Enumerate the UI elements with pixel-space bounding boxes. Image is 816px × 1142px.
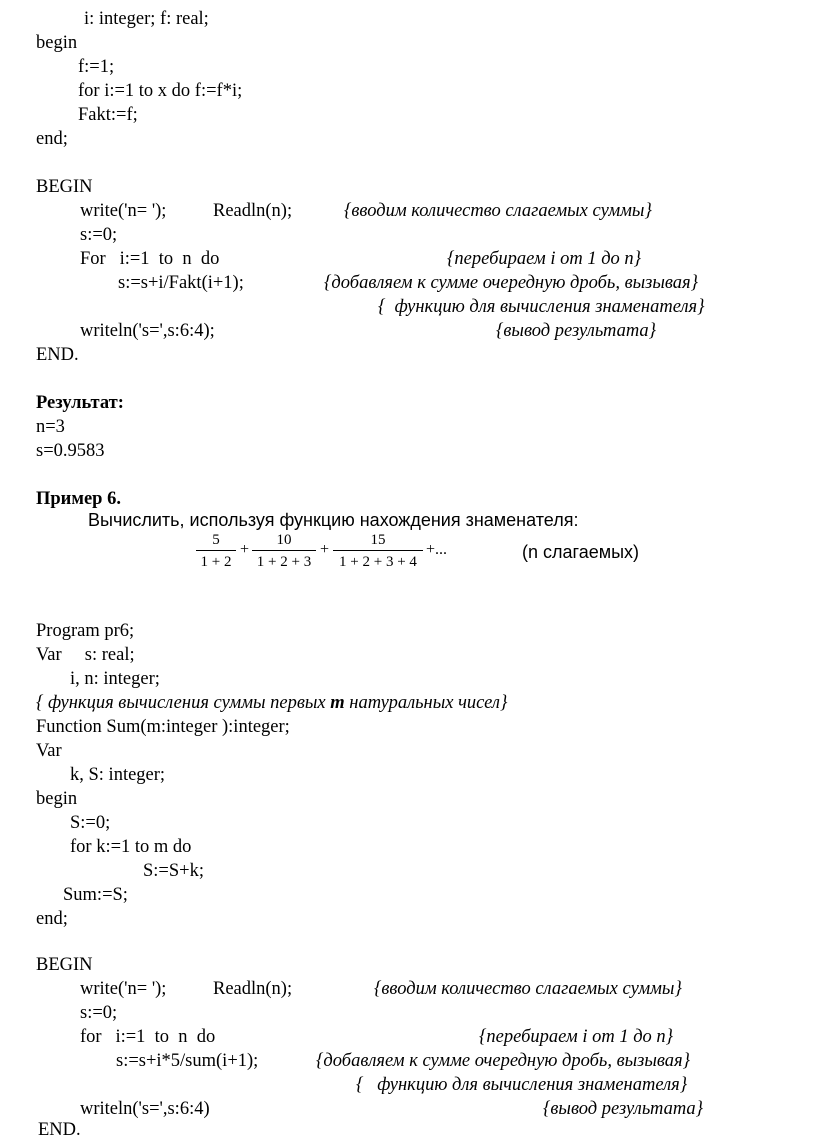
code-comment: {добавляем к сумме очередную дробь, вызывая} — [324, 273, 699, 293]
code-comment: { функцию для вычисления знаменателя} — [378, 297, 705, 317]
code-line: For i:=1 to n do — [80, 249, 220, 269]
task-text: Вычислить, используя функцию нахождения знаменателя: — [88, 510, 579, 530]
code-line: s:=0; — [80, 225, 118, 245]
code-line: begin — [36, 33, 78, 53]
code-line: f:=1; — [78, 57, 115, 77]
code-line: for i:=1 to x do f:=f*i; — [78, 81, 243, 101]
terms-note: (n слагаемых) — [522, 542, 640, 562]
fraction-numerator: 10 — [276, 532, 292, 548]
code-line: Readln(n); — [213, 201, 293, 221]
code-line: END. — [38, 1120, 81, 1140]
code-line: END. — [36, 345, 79, 365]
code-line: S:=S+k; — [143, 861, 204, 881]
code-comment: { функцию для вычисления знаменателя} — [356, 1075, 688, 1095]
code-line: write('n= '); — [80, 201, 167, 221]
code-line: k, S: integer; — [70, 765, 166, 785]
comment-text: { функция вычисления суммы первых — [36, 693, 331, 713]
code-comment: {перебираем i от 1 до n} — [447, 249, 642, 269]
code-line: Function Sum(m:integer ):integer; — [36, 717, 290, 737]
code-comment — [36, 692, 507, 714]
code-line: Program pr6; — [36, 621, 135, 641]
code-line: writeln('s=',s:6:4); — [80, 321, 215, 341]
code-comment: {перебираем i от 1 до n} — [479, 1027, 674, 1047]
fraction-3 — [333, 532, 423, 570]
code-line: S:=0; — [70, 813, 111, 833]
code-line: for i:=1 to n do — [80, 1027, 216, 1047]
code-comment: {вывод результата} — [543, 1099, 704, 1119]
code-line: write('n= '); — [80, 979, 167, 999]
result-line: s=0.9583 — [36, 441, 105, 461]
code-line: Var s: real; — [36, 645, 135, 665]
code-line: Var — [36, 741, 62, 761]
code-comment: {добавляем к сумме очередную дробь, вызывая} — [316, 1051, 691, 1071]
code-line: BEGIN — [36, 955, 93, 975]
example-heading: Пример 6. — [36, 489, 121, 509]
fraction-numerator: 5 — [212, 532, 220, 548]
code-comment: {вводим количество слагаемых суммы} — [344, 201, 652, 221]
result-heading: Результат: — [36, 393, 124, 413]
plus-sign: + — [240, 541, 250, 558]
code-line: end; — [36, 129, 68, 149]
code-line: for k:=1 to m do — [70, 837, 192, 857]
code-line: s:=s+i/Fakt(i+1); — [118, 273, 244, 293]
code-line: BEGIN — [36, 177, 93, 197]
fraction-denominator: 1 + 2 + 3 + 4 — [339, 554, 417, 570]
fraction-1 — [196, 532, 236, 570]
result-line: n=3 — [36, 417, 65, 437]
code-line: s:=0; — [80, 1003, 118, 1023]
code-line: end; — [36, 909, 68, 929]
plus-sign: + — [320, 541, 330, 558]
code-line: begin — [36, 789, 78, 809]
code-line: Readln(n); — [213, 979, 293, 999]
code-line: i: integer; f: real; — [84, 9, 209, 29]
code-line: s:=s+i*5/sum(i+1); — [116, 1051, 259, 1071]
code-line: i, n: integer; — [70, 669, 160, 689]
code-line: Sum:=S; — [63, 885, 128, 905]
series-ellipsis: +... — [426, 541, 448, 558]
fraction-denominator: 1 + 2 — [200, 554, 232, 570]
code-line: Fakt:=f; — [78, 105, 138, 125]
fraction-denominator: 1 + 2 + 3 — [256, 554, 312, 570]
code-comment: {вывод результата} — [496, 321, 657, 341]
fraction-numerator: 15 — [370, 532, 386, 548]
comment-text: натуральных чисел} — [344, 693, 508, 713]
comment-variable: m — [330, 693, 345, 713]
fraction-2 — [252, 532, 316, 570]
code-comment: {вводим количество слагаемых суммы} — [374, 979, 682, 999]
code-line: writeln('s=',s:6:4) — [80, 1099, 210, 1119]
